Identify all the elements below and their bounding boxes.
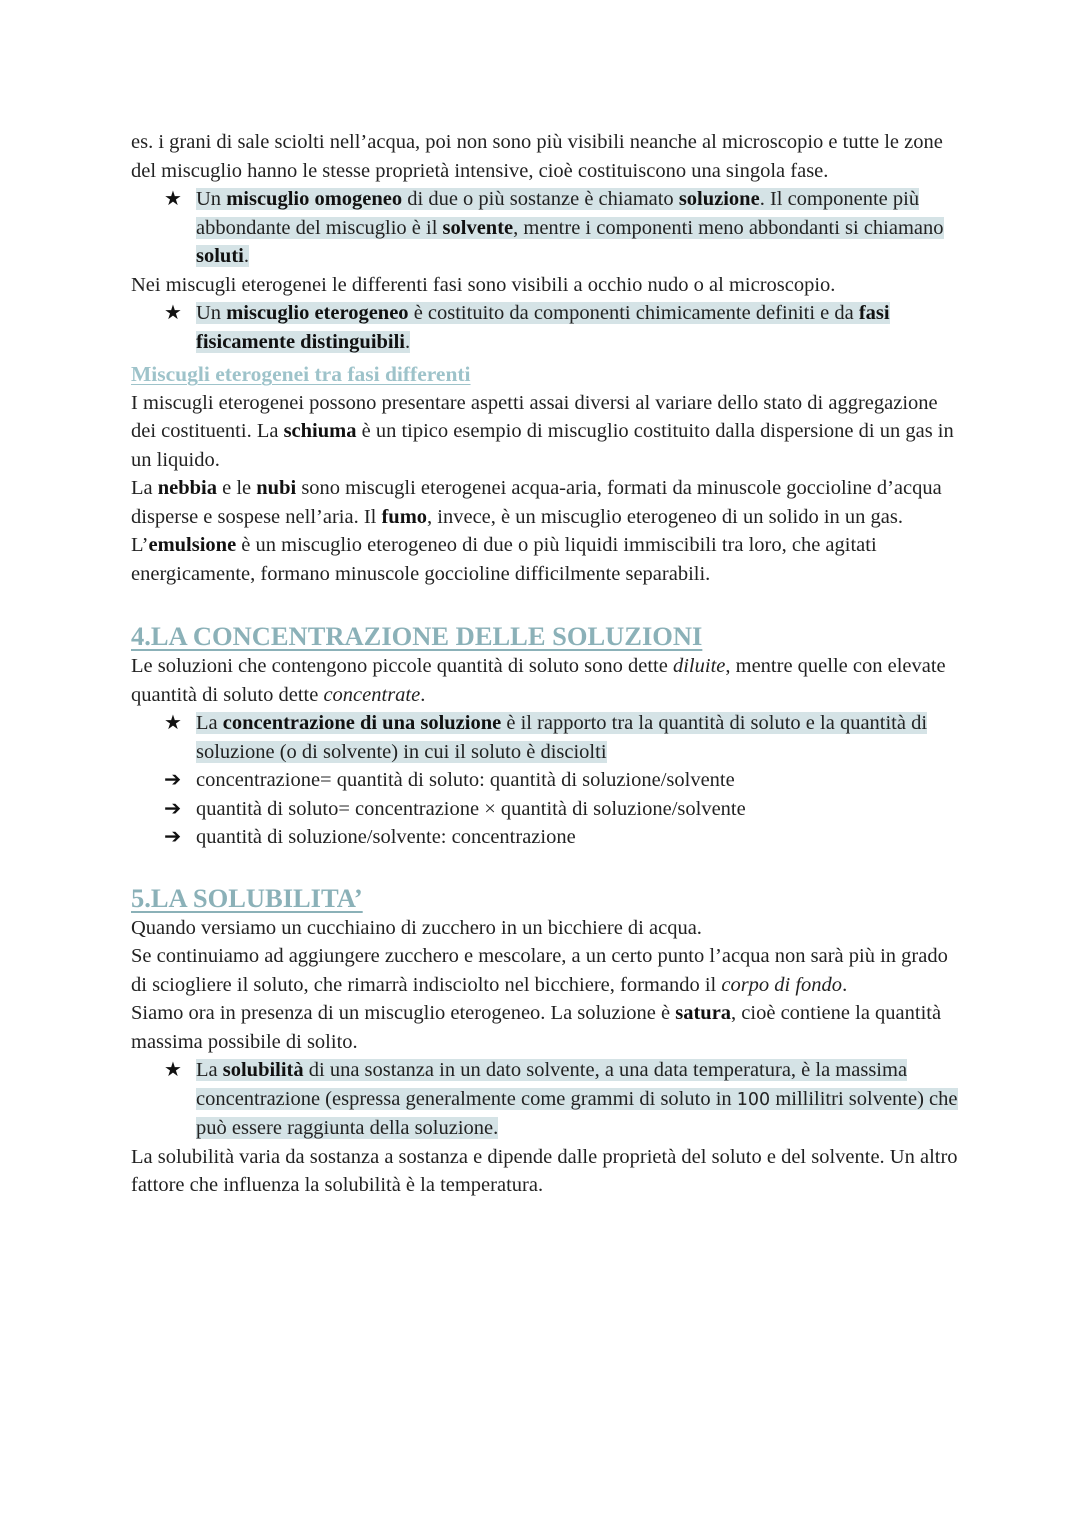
paragraph-fasi: Nei miscugli eterogenei le differenti fasi sono visibili a occhio nudo o al microscopio. — [131, 273, 836, 296]
arrow-bullet-icon: ➔ — [164, 826, 182, 848]
definition-callout-concentrazione — [131, 709, 961, 766]
definition-callout-omogeneo — [131, 185, 961, 271]
highlighted-definition: La solubilità di una sostanza in un dato solvente, a una data temperatura, è la massima concentrazione (espressa generalmente come grammi di soluto in 100 millilitri solvente) che può essere raggiunta della soluzione. — [196, 1059, 958, 1139]
star-bullet-icon: ★ — [164, 302, 182, 324]
formula-item — [131, 766, 961, 795]
paragraph-diluite: Le soluzioni che contengono piccole quantità di soluto sono dette diluite, mentre quelle con elevate quantità di soluto dette concentrate. — [131, 655, 946, 706]
paragraph-nebbia: La nebbia e le nubi sono miscugli eterogenei acqua-aria, formati da minuscole goccioline d’acqua disperse e sospese nell’aria. Il fumo, invece, è un miscuglio eterogeneo di un solido in un gas. — [131, 477, 942, 528]
paragraph-schiuma: I miscugli eterogenei possono presentare aspetti assai diversi al variare dello stato di aggregazione dei costituenti. La schiuma è un tipico esempio di miscuglio costituito dalla dispersione di un gas in un liquido. — [131, 391, 954, 471]
document-page — [131, 128, 961, 1200]
paragraph-fattori-solubilita: La solubilità varia da sostanza a sostanza e dipende dalle proprietà del soluto e del solvente. Un altro fattore che influenza la solubilità è la temperatura. — [131, 1145, 958, 1196]
paragraph-emulsione: L’emulsione è un miscuglio eterogeneo di due o più liquidi immiscibili tra loro, che agitati energicamente, formano minuscole goccioline difficilmente separabili. — [131, 534, 877, 585]
subheading-miscugli-eterogenei: Miscugli eterogenei tra fasi differenti — [131, 362, 471, 386]
paragraph-cucchiaino: Quando versiamo un cucchiaino di zucchero in un bicchiere di acqua. — [131, 916, 702, 939]
arrow-bullet-icon: ➔ — [164, 797, 182, 820]
highlighted-definition: La concentrazione di una soluzione è il rapporto tra la quantità di soluto e la quantità di soluzione (o di solvente) in cui il soluto è disciolti — [196, 712, 928, 763]
arrow-bullet-icon: ➔ — [164, 769, 182, 791]
star-bullet-icon: ★ — [164, 188, 182, 210]
section-heading-solubilita: 5.LA SOLUBILITA’ — [131, 882, 363, 913]
formula-text: quantità di soluzione/solvente: concentrazione — [196, 826, 576, 848]
paragraph-satura: Siamo ora in presenza di un miscuglio eterogeneo. La soluzione è satura, cioè contiene la quantità massima possibile di solito. — [131, 1002, 942, 1053]
definition-callout-solubilita — [131, 1056, 961, 1143]
star-bullet-icon: ★ — [164, 1059, 182, 1081]
formula-item — [131, 795, 961, 824]
definition-callout-eterogeneo — [131, 299, 961, 356]
section-heading-concentrazione: 4.LA CONCENTRAZIONE DELLE SOLUZIONI — [131, 621, 703, 651]
star-bullet-icon: ★ — [164, 712, 182, 734]
formula-text: concentrazione= quantità di soluto: quantità di soluzione/solvente — [196, 769, 735, 791]
formula-item — [131, 823, 961, 852]
intro-paragraph: es. i grani di sale sciolti nell’acqua, poi non sono più visibili neanche al microscopio e tutte le zone del miscuglio hanno le stesse proprietà intensive, cioè costituiscono una singola fase. — [131, 131, 943, 182]
paragraph-corpo-di-fondo: Se continuiamo ad aggiungere zucchero e mescolare, a un certo punto l’acqua non sarà più in grado di sciogliere il soluto, che rimarrà indisciolto nel bicchiere, formando il corpo di fondo. — [131, 945, 948, 996]
formula-text: quantità di soluto= concentrazione × quantità di soluzione/solvente — [196, 797, 746, 820]
highlighted-definition: Un miscuglio eterogeneo è costituito da componenti chimicamente definiti e da fasi fisicamente distinguibili. — [196, 302, 890, 353]
highlighted-definition: Un miscuglio omogeneo di due o più sostanze è chiamato soluzione. Il componente più abbondante del miscuglio è il solvente, mentre i componenti meno abbondanti si chiamano soluti. — [196, 188, 944, 267]
